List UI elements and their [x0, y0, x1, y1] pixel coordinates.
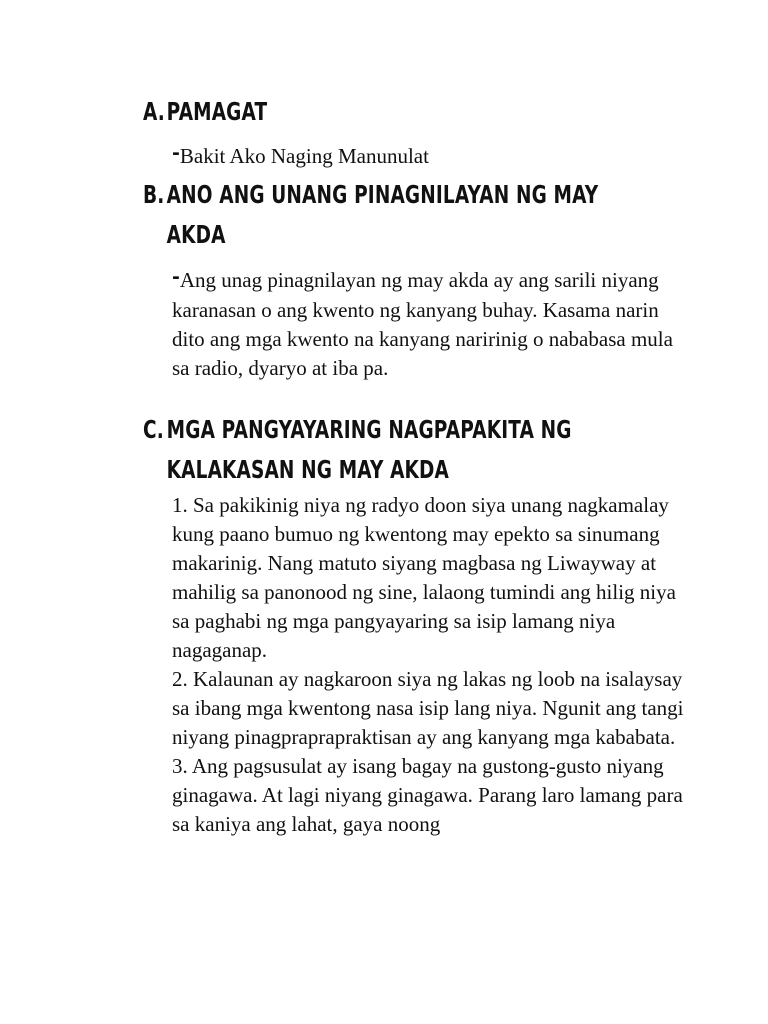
section-b-heading — [143, 175, 598, 255]
section-a-heading — [143, 92, 267, 132]
section-b-dash: - — [172, 266, 180, 288]
section-a-dash: - — [172, 142, 180, 164]
section-a-title-heading: PAMAGAT — [166, 97, 268, 126]
section-c-item-3: 3. Ang pagsusulat ay isang bagay na gustong-gusto niyang ginagawa. At lagi niyang ginagawa. Parang laro lamang para sa kaniya ang lahat, gaya noong — [172, 754, 683, 836]
section-c-heading-line2: KALAKASAN NG MAY AKDA — [166, 455, 450, 484]
section-b-text: Ang unag pinagnilayan ng may akda ay ang sarili niyang karanasan o ang kwento ng kanyang buhay. Kasama narin dito ang mga kwento na kanyang naririnig o nababasa mula sa radio, dyaryo at iba pa. — [172, 268, 673, 380]
section-b-body — [172, 266, 692, 383]
section-b-heading-line2: AKDA — [166, 220, 226, 249]
section-b-heading-line1: ANO ANG UNANG PINAGNILAYAN NG MAY — [166, 180, 599, 209]
section-c-item-1: 1. Sa pakikinig niya ng radyo doon siya unang nagkamalay kung paano bumuo ng kwentong may epekto sa sinumang makarinig. Nang matuto siyang magbasa ng Liwayway at mahilig sa panonood ng sine, lalaong tumindi ang hilig niya sa paghabi ng mga pangyayaring sa isip lamang niya nagaganap. — [172, 493, 676, 662]
section-c-heading-line1: MGA PANGYAYARING NAGPAPAKITA NG — [166, 415, 572, 444]
section-c-body — [172, 491, 692, 839]
section-b-letter: B. — [143, 180, 165, 209]
section-c-item-2: 2. Kalaunan ay nagkaroon siya ng lakas ng loob na isalaysay sa ibang mga kwentong nasa isip lang niya. Ngunit ang tangi niyang pinagpraprapraktisan ay ang kanyang mga kababata. — [172, 667, 684, 749]
section-c-heading — [143, 410, 572, 490]
section-a-letter: A. — [143, 97, 165, 126]
section-a-body — [172, 142, 692, 172]
section-c-letter: C. — [143, 415, 164, 444]
section-a-text: Bakit Ako Naging Manunulat — [179, 144, 429, 168]
